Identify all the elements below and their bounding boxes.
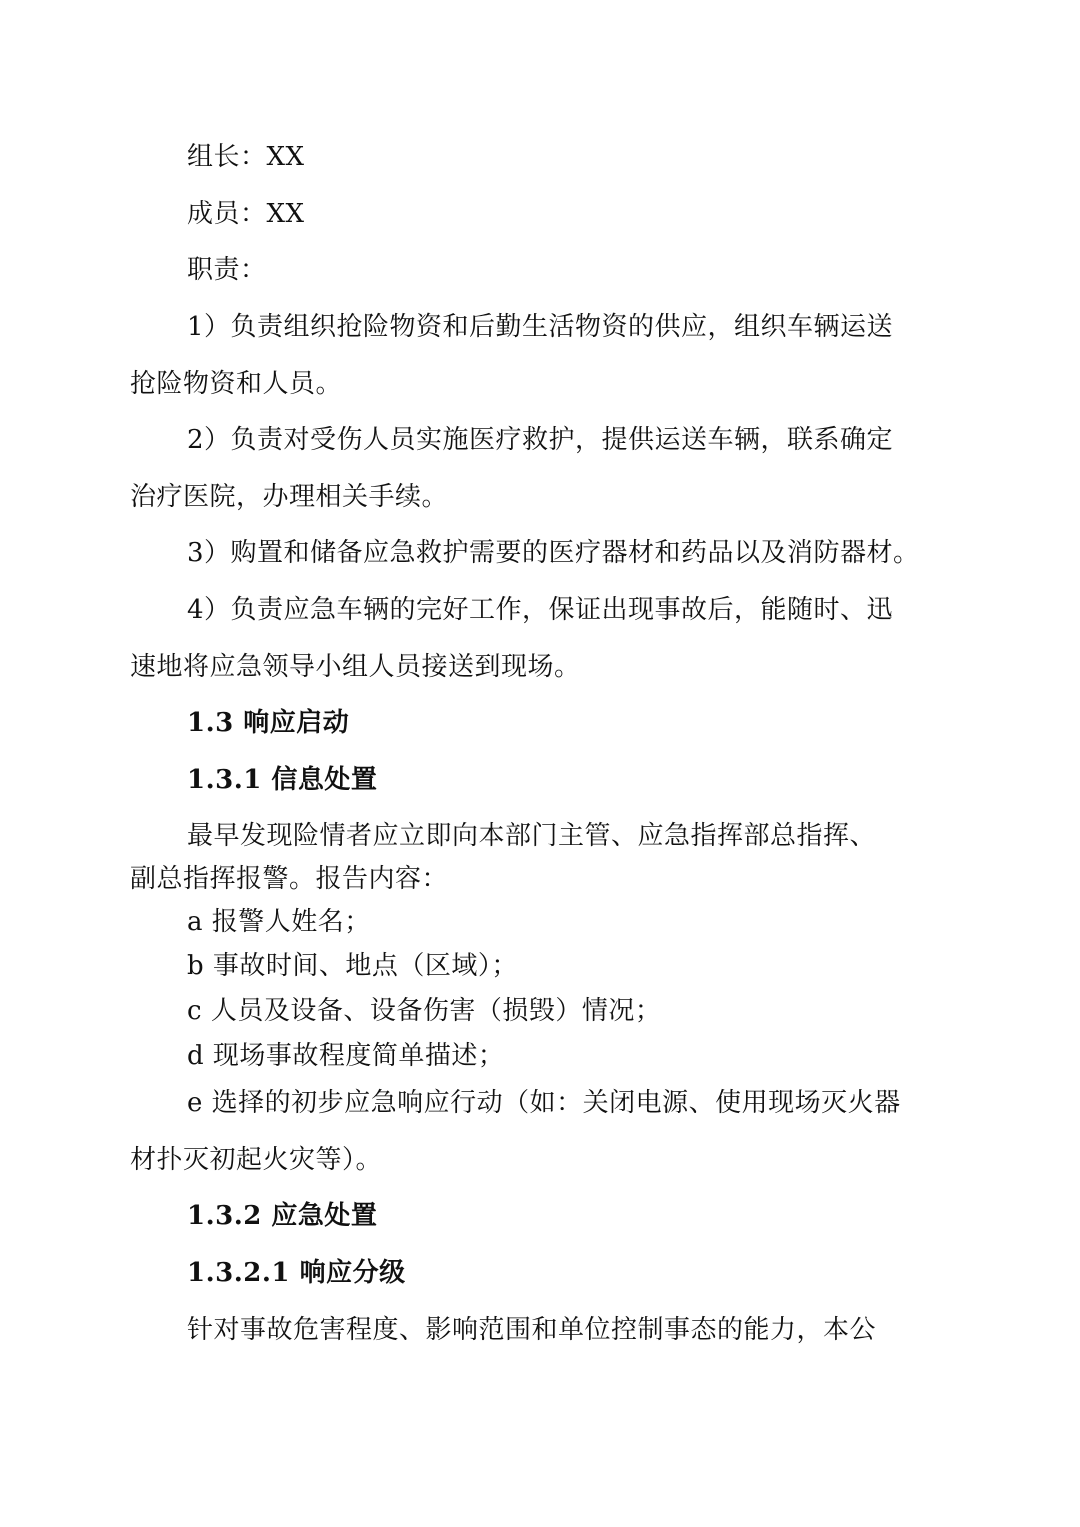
response-level-paragraph: 针对事故危害程度、影响范围和单位控制事态的能力，本公: [187, 1315, 877, 1345]
duties-heading: 职责：: [187, 255, 267, 285]
section-heading-1-3-2-1: 1.3.2.1 响应分级: [187, 1258, 406, 1288]
report-item-e-line-2: 材扑灭初起火灾等）。: [130, 1145, 383, 1175]
report-item-b: b 事故时间、地点（区域）；: [187, 951, 518, 981]
team-leader-line: 组长：XX: [187, 142, 305, 172]
section-heading-1-3-2: 1.3.2 应急处置: [187, 1201, 378, 1231]
duty-4-line-1: 4）负责应急车辆的完好工作，保证出现事故后，能随时、迅: [187, 595, 894, 625]
section-heading-1-3: 1.3 响应启动: [187, 708, 350, 738]
duty-3-line: 3）购置和储备应急救护需要的医疗器材和药品以及消防器材。: [187, 538, 920, 568]
report-item-c: c 人员及设备、设备伤害（损毁）情况；: [187, 996, 662, 1026]
duty-2-line-1: 2）负责对受伤人员实施医疗救护，提供运送车辆，联系确定: [187, 425, 894, 455]
duty-4-line-2: 速地将应急领导小组人员接送到现场。: [130, 652, 581, 682]
duty-1-line-1: 1）负责组织抢险物资和后勤生活物资的供应，组织车辆运送: [187, 312, 894, 342]
report-item-e-line-1: e 选择的初步应急响应行动（如：关闭电源、使用现场灭火器: [187, 1088, 901, 1118]
team-members-line: 成员：XX: [187, 199, 305, 229]
duty-2-line-2: 治疗医院，办理相关手续。: [130, 482, 449, 512]
duty-1-line-2: 抢险物资和人员。: [130, 369, 343, 399]
section-heading-1-3-1: 1.3.1 信息处置: [187, 765, 378, 795]
report-item-d: d 现场事故程度简单描述；: [187, 1041, 505, 1071]
report-intro-line-2: 副总指挥报警。报告内容：: [130, 864, 449, 894]
report-intro-line-1: 最早发现险情者应立即向本部门主管、应急指挥部总指挥、: [187, 821, 877, 851]
report-item-a: a 报警人姓名；: [187, 907, 371, 937]
